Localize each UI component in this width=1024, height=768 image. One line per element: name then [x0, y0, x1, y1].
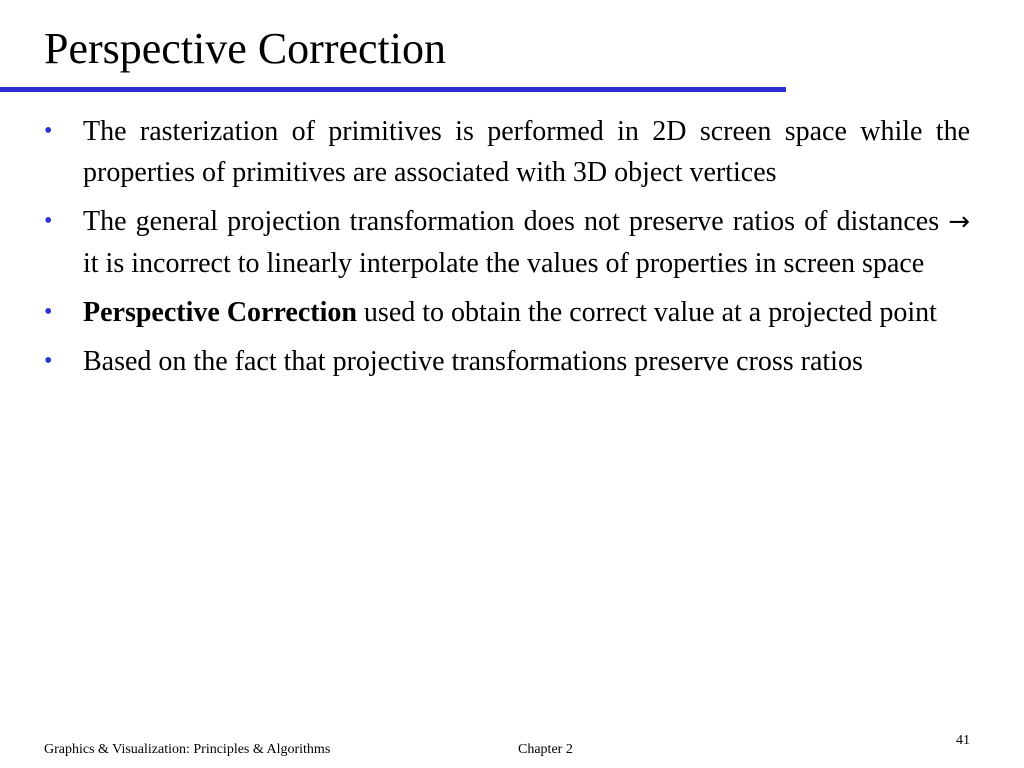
- bullet-text: used to obtain the correct value at a projected point: [356, 297, 937, 328]
- footer-book-title: Graphics & Visualization: Principles & Algorithms: [44, 742, 331, 757]
- bullet-text: Based on the fact that projective transformations preserve cross ratios: [83, 346, 863, 377]
- bullet-text: The rasterization of primitives is performed in 2D screen space while the properties of primitives are associated with 3D object vertices: [83, 116, 970, 188]
- bullet-dot-icon: •: [44, 118, 53, 144]
- bullet-emphasis: Perspective Correction: [83, 297, 357, 328]
- footer-chapter: Chapter 2: [518, 742, 573, 757]
- title-underline: [0, 87, 786, 92]
- bullet-item: [44, 292, 970, 333]
- bullet-item: [44, 201, 970, 284]
- bullet-list: [44, 111, 970, 390]
- bullet-text-continued: it is incorrect to linearly interpolate the values of properties in screen space: [83, 248, 925, 279]
- bullet-dot-icon: •: [44, 299, 53, 325]
- bullet-item: [44, 341, 970, 382]
- bullet-item: [44, 111, 970, 193]
- slide-title: Perspective Correction: [44, 24, 446, 73]
- bullet-dot-icon: •: [44, 208, 53, 234]
- page-number: 41: [956, 733, 970, 748]
- right-arrow-icon: →: [948, 207, 970, 237]
- bullet-dot-icon: •: [44, 348, 53, 374]
- bullet-text: The general projection transformation does not preserve ratios of distances: [83, 206, 949, 237]
